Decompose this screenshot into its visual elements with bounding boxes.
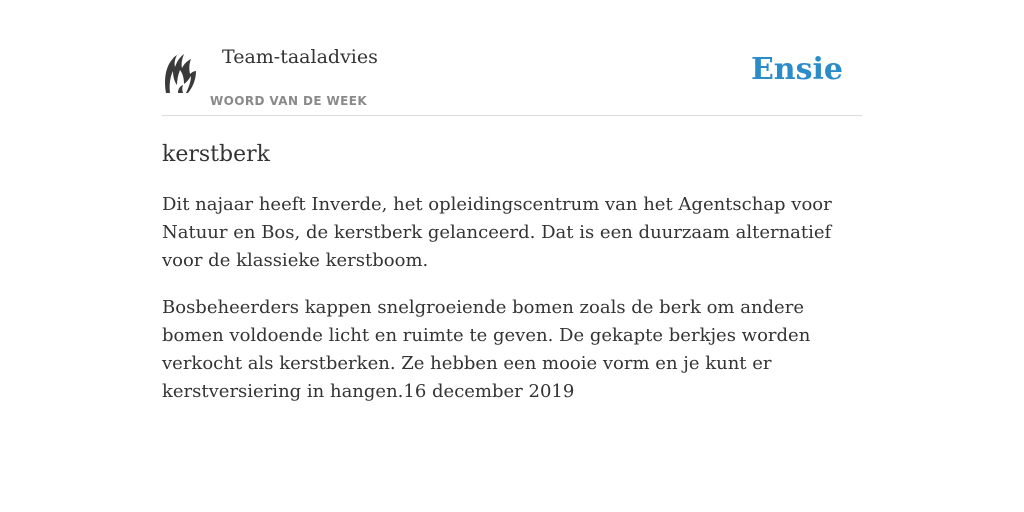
- brand-logo[interactable]: Ensie: [750, 52, 843, 87]
- article-paragraph: Dit najaar heeft Inverde, het opleidingscentrum van het Agentschap voor Natuur en Bos, de kerstberk gelanceerd. Dat is een duurzaam alternatief voor de klassieke kerstboom.: [162, 194, 832, 271]
- card-header: [162, 40, 862, 116]
- featured-word: kerstberk: [162, 142, 270, 167]
- publish-date: 16 december 2019: [403, 381, 575, 402]
- article-paragraph: [162, 294, 862, 406]
- article-paragraph-text: Bosbeheerders kappen snelgroeiende bomen zoals de berk om andere bomen voldoende licht en ruimte te geven. De gekapte berkjes worden verkocht als kerstberken. Ze hebben een mooie vorm en je kunt er kerstversiering in hangen.: [162, 297, 811, 402]
- section-subtitle: WOORD VAN DE WEEK: [210, 94, 368, 108]
- flemish-lion-logo-icon: [162, 49, 198, 95]
- word-of-the-week-card: [162, 40, 862, 406]
- team-name: Team-taaladvies: [222, 46, 378, 68]
